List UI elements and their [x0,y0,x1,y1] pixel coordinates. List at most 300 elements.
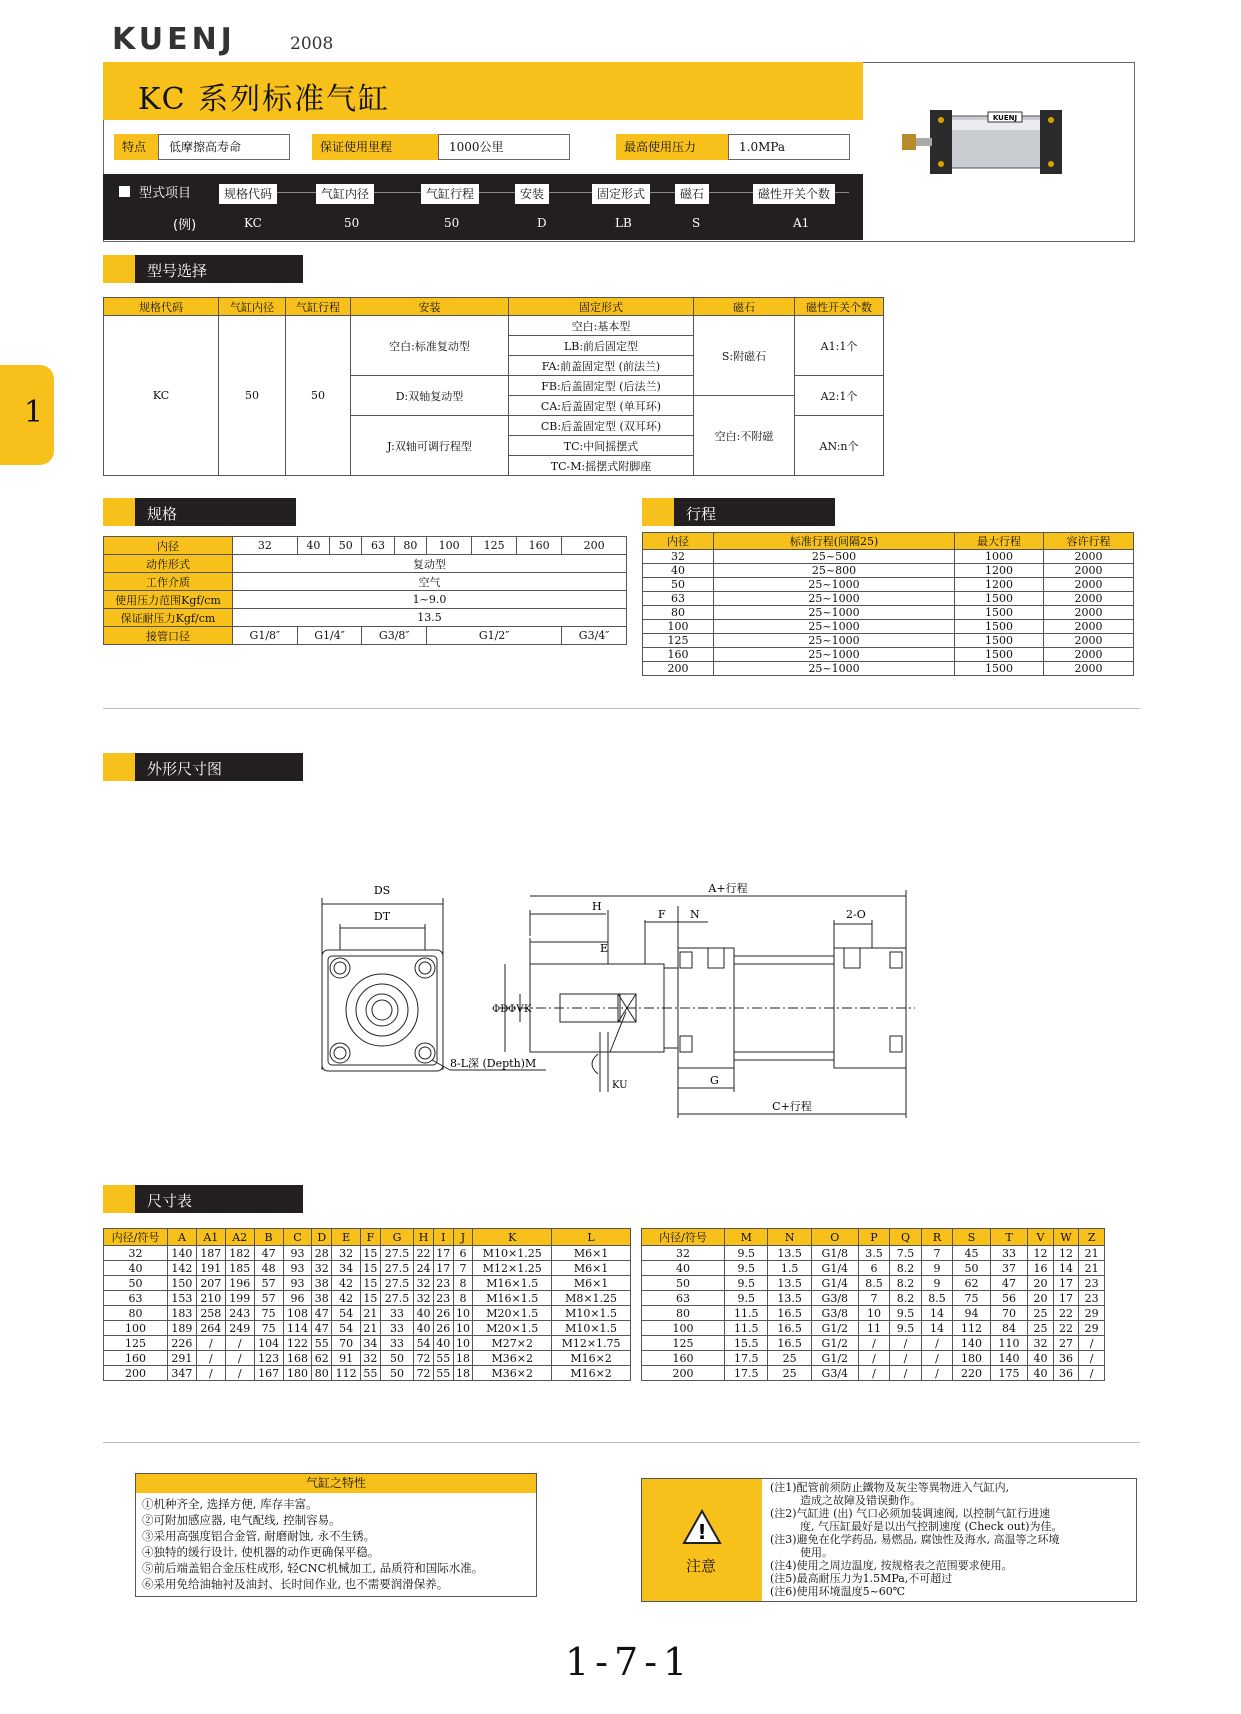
table-cell: 70 [990,1306,1027,1321]
section-header-stroke [642,498,835,526]
code-item-example: KC [244,216,262,230]
dim-label-n: N [690,908,700,921]
table-cell: 160 [104,1351,168,1366]
table-cell: 42 [332,1276,361,1291]
table-cell: 22 [414,1246,434,1261]
table-cell: 47 [990,1276,1027,1291]
table-cell: 93 [283,1261,312,1276]
warning-mark: ! [697,1520,707,1544]
table-cell: 9.5 [725,1291,768,1306]
table-cell: 1200 [955,564,1044,578]
row-label: 使用压力范围Kgf/cm [104,591,233,609]
table-row [642,1366,1105,1381]
table-cell: 199 [225,1291,254,1306]
table-cell: 249 [225,1321,254,1336]
table-cell: / [858,1366,890,1381]
table-cell: M16×2 [552,1351,631,1366]
code-item-example: 50 [344,216,360,230]
table-cell: M16×2 [552,1366,631,1381]
cell-install: D:双轴复动型 [351,376,509,416]
table-cell: 33 [990,1246,1027,1261]
table-cell: 25 [1028,1321,1054,1336]
table-cell: 15 [361,1291,381,1306]
table-cell: 24 [414,1261,434,1276]
page-title: KC 系列标准气缸 [138,82,391,117]
table-cell: 1000 [955,550,1044,564]
table-cell: / [225,1351,254,1366]
note-item: (注1)配管前须防止鐵物及灰尘等異物进入气缸内, [770,1481,1010,1494]
table-cell: 2000 [1044,592,1134,606]
table-row [642,1306,1105,1321]
table-cell: 63 [643,592,714,606]
col-header: E [332,1229,361,1246]
table-cell: G3/8 [811,1291,858,1306]
table-cell: 11 [858,1321,890,1336]
bore-cell: 100 [427,537,472,555]
table-cell: / [196,1336,225,1351]
feature-label: 特点 [114,134,158,160]
table-row [643,634,1134,648]
table-cell: 220 [953,1366,990,1381]
col-header: L [552,1229,631,1246]
table-cell: M36×2 [473,1351,552,1366]
table-cell: 10 [453,1321,473,1336]
dim-label-ku: KU [612,1080,628,1091]
table-cell: 15 [361,1276,381,1291]
table-row [642,1336,1105,1351]
table-row [642,1276,1105,1291]
table-cell: 29 [1079,1306,1105,1321]
table-cell: 17 [433,1261,453,1276]
table-cell: 125 [643,634,714,648]
feature-value: 1.0MPa [728,134,850,160]
table-cell: 40 [642,1261,725,1276]
note-item: 使用。 [800,1546,833,1559]
col-header: K [473,1229,552,1246]
table-cell: 91 [332,1351,361,1366]
table-cell: 25~1000 [714,578,955,592]
row-label: 保证耐压力Kgf/cm [104,609,233,627]
table-cell: M6×1 [552,1261,631,1276]
table-cell: 168 [283,1351,312,1366]
table-cell: 48 [254,1261,283,1276]
table-cell: 25~1000 [714,648,955,662]
table-cell: 20 [1028,1276,1054,1291]
table-cell: 8.5 [921,1291,953,1306]
table-row [104,1246,631,1261]
table-cell: 16.5 [768,1306,811,1321]
table-cell: 93 [283,1246,312,1261]
table-cell: 140 [167,1246,196,1261]
product-label: KUENJ [992,114,1018,122]
note-item: (注5)最高耐压力为1.5MPa,不可超过 [770,1572,953,1585]
brand-logo: KUENJ [112,22,236,57]
table-cell: 142 [167,1261,196,1276]
table-cell: 183 [167,1306,196,1321]
table-cell: 27 [1053,1336,1079,1351]
table-cell: 37 [990,1261,1027,1276]
cell-bore: 50 [219,316,286,476]
table-cell: 18 [453,1366,473,1381]
table-cell: / [890,1366,922,1381]
table-cell: G1/2 [811,1351,858,1366]
table-cell: 100 [642,1321,725,1336]
table-cell: 21 [361,1306,381,1321]
table-cell: 3.5 [858,1246,890,1261]
table-cell: M6×1 [552,1246,631,1261]
row-label: 动作形式 [104,555,233,573]
section-header-dims [103,1185,303,1213]
table-row [104,1276,631,1291]
col-header: D [312,1229,332,1246]
table-cell: 25~1000 [714,634,955,648]
table-cell: 140 [953,1336,990,1351]
row-label: 工作介质 [104,573,233,591]
table-cell: 7 [858,1291,890,1306]
table-cell: 25~1000 [714,662,955,676]
table-cell: 56 [990,1291,1027,1306]
dim-label-dt: DT [373,910,391,923]
table-cell: 180 [283,1366,312,1381]
cell-fixing: TC-M:摇摆式附脚座 [509,456,694,476]
table-cell: 50 [104,1276,168,1291]
section-header-outline [103,753,303,781]
dim-label-phi-v: ΦV [508,1004,524,1015]
dim-label-g: G [710,1074,719,1087]
table-cell: 9.5 [890,1306,922,1321]
table-cell: 187 [196,1246,225,1261]
table-cell: 21 [1079,1261,1105,1276]
table-cell: 62 [953,1276,990,1291]
table-row [643,550,1134,564]
col-header: Z [1079,1229,1105,1246]
table-cell: 6 [858,1261,890,1276]
code-item-label: 磁性开关个数 [753,184,835,204]
table-row [104,1351,631,1366]
table-cell: 54 [332,1306,361,1321]
note-item: (注2)气缸进 (出) 气口必须加装调速阀, 以控制气缸行进速 [770,1507,1051,1520]
table-cell: 54 [332,1321,361,1336]
table-cell: 80 [642,1306,725,1321]
table-cell: 36 [1053,1351,1079,1366]
bore-cell: 40 [297,537,329,555]
dim-label-thread: 8-L深 (Depth)M [450,1057,537,1070]
table-cell: 180 [953,1351,990,1366]
port-cell: G3/4″ [562,627,627,645]
table-cell: 25~1000 [714,592,955,606]
dim-label-a-stroke: A+行程 [708,882,748,895]
code-item-example: 50 [444,216,460,230]
table-cell: 55 [433,1366,453,1381]
table-cell: 150 [167,1276,196,1291]
table-row [642,1246,1105,1261]
table-row [643,592,1134,606]
table-cell: G1/2 [811,1321,858,1336]
table-cell: 1.5 [768,1261,811,1276]
code-item-label: 安装 [515,184,549,204]
table-cell: 114 [283,1321,312,1336]
table-row [104,1366,631,1381]
table-cell: 210 [196,1291,225,1306]
table-cell: 22 [1053,1306,1079,1321]
table-cell: / [196,1351,225,1366]
table-cell: M12×1.25 [473,1261,552,1276]
table-cell: 75 [254,1321,283,1336]
table-row [642,1291,1105,1306]
table-cell: 9.5 [725,1261,768,1276]
col-header: J [453,1229,473,1246]
table-cell: 96 [283,1291,312,1306]
table-cell: 36 [1053,1366,1079,1381]
col-header: 内径 [643,533,714,550]
table-cell: / [1079,1366,1105,1381]
table-cell: 15 [361,1246,381,1261]
table-cell: 40 [104,1261,168,1276]
table-cell: M10×1.5 [552,1306,631,1321]
table-cell: M10×1.5 [552,1321,631,1336]
col-header: C [283,1229,312,1246]
cell-code: KC [104,316,219,476]
table-row [104,1306,631,1321]
characteristic-item: ⑤前后端盖铝合金压柱成形, 轻CNC机械加工, 品质符和国际水准。 [142,1561,484,1575]
dim-label-phi-d: ΦD [492,1004,509,1015]
table-cell: 94 [953,1306,990,1321]
example-label: (例) [173,218,197,233]
table-cell: 80 [312,1366,332,1381]
note-item: (注3)避免在化学药品, 易燃品, 腐蚀性及海水, 高温等之环境 [770,1533,1060,1546]
table-cell: 2000 [1044,550,1134,564]
table-cell: 32 [643,550,714,564]
section-header-spec [103,498,296,526]
table-cell: / [225,1336,254,1351]
table-cell: 25 [1028,1306,1054,1321]
bore-cell: 200 [562,537,627,555]
table-cell: 122 [283,1336,312,1351]
table-cell: 17.5 [725,1351,768,1366]
bore-cell: 125 [472,537,517,555]
table-cell: 16.5 [768,1321,811,1336]
table-cell: 50 [642,1276,725,1291]
table-cell: M20×1.5 [473,1321,552,1336]
cell-fixing: FB:后盖固定型 (后法兰) [509,376,694,396]
checkbox-square [119,186,130,197]
table-cell: 125 [642,1336,725,1351]
table-cell: 26 [433,1306,453,1321]
table-row [642,1321,1105,1336]
code-item-example: D [537,216,547,230]
table-cell: / [1079,1351,1105,1366]
col-header: G [380,1229,413,1246]
table-cell: 47 [312,1306,332,1321]
table-cell: 40 [433,1336,453,1351]
table-cell: 10 [858,1306,890,1321]
table-cell: 84 [990,1321,1027,1336]
table-cell: 29 [1079,1321,1105,1336]
table-cell: 14 [921,1321,953,1336]
outline-drawing [300,870,920,1130]
col-header: 气缸行程 [286,298,351,316]
col-header: A2 [225,1229,254,1246]
divider [103,1442,1140,1443]
row-value: 1~9.0 [233,591,627,609]
row-value: 复动型 [233,555,627,573]
feature-label: 保证使用里程 [312,134,438,160]
table-row [643,648,1134,662]
table-cell: 1500 [955,634,1044,648]
table-cell: 40 [643,564,714,578]
cell-magnet: S:附磁石 [694,316,795,396]
col-header: I [433,1229,453,1246]
table-cell: 40 [414,1306,434,1321]
table-cell: 1500 [955,662,1044,676]
table-cell: 185 [225,1261,254,1276]
col-header: B [254,1229,283,1246]
cell-fixing: CB:后盖固定型 (双耳环) [509,416,694,436]
code-item-example: LB [615,216,632,230]
code-item-example: A1 [793,216,810,230]
table-cell: 2000 [1044,620,1134,634]
cell-fixing: LB:前后固定型 [509,336,694,356]
table-cell: 47 [312,1321,332,1336]
characteristic-item: ⑥采用免给油轴衬及油封、长时间作业, 也不需要润滑保养。 [142,1577,449,1591]
table-cell: 38 [312,1276,332,1291]
port-cell: G1/8″ [233,627,298,645]
table-cell: 13.5 [768,1276,811,1291]
code-item-example: S [692,216,701,230]
table-cell: 110 [990,1336,1027,1351]
feature-value: 1000公里 [438,134,570,160]
table-cell: 207 [196,1276,225,1291]
col-header: O [811,1229,858,1246]
table-cell: 140 [990,1351,1027,1366]
col-header: A1 [196,1229,225,1246]
table-cell: 112 [332,1366,361,1381]
table-cell: 291 [167,1351,196,1366]
code-item-label: 固定形式 [592,184,650,204]
cell-fixing: 空白:基本型 [509,316,694,336]
divider [103,708,1140,709]
table-cell: 75 [953,1291,990,1306]
table-cell: 258 [196,1306,225,1321]
table-cell: 22 [1053,1321,1079,1336]
table-cell: 21 [1079,1246,1105,1261]
table-cell: / [196,1366,225,1381]
table-cell: 40 [1028,1351,1054,1366]
table-cell: M27×2 [473,1336,552,1351]
table-cell: 32 [104,1246,168,1261]
table-cell: / [1079,1336,1105,1351]
dim-label-c-stroke: C+行程 [772,1100,812,1113]
table-cell: 200 [642,1366,725,1381]
table-cell: 15.5 [725,1336,768,1351]
table-cell: 10 [453,1306,473,1321]
table-cell: 25 [768,1351,811,1366]
table-cell: / [921,1336,953,1351]
table-cell: 28 [312,1246,332,1261]
table-cell: 25 [768,1366,811,1381]
col-header: A [167,1229,196,1246]
table-cell: 7 [921,1246,953,1261]
section-title: 行程 [686,505,717,523]
table-cell: 14 [921,1306,953,1321]
table-cell: 123 [254,1351,283,1366]
table-cell: M20×1.5 [473,1306,552,1321]
table-cell: M16×1.5 [473,1276,552,1291]
table-cell: 9.5 [725,1246,768,1261]
col-header: 容许行程 [1044,533,1134,550]
table-cell: 93 [283,1276,312,1291]
col-header: F [361,1229,381,1246]
table-cell: 23 [1079,1276,1105,1291]
table-cell: 17 [433,1246,453,1261]
table-cell: 200 [104,1366,168,1381]
table-cell: 40 [414,1321,434,1336]
table-cell: 32 [1028,1336,1054,1351]
table-row [104,1261,631,1276]
cell-install: J:双轴可调行程型 [351,416,509,476]
table-cell: G1/8 [811,1246,858,1261]
table-cell: 108 [283,1306,312,1321]
side-tab-number: 1 [24,395,44,430]
table-cell: 2000 [1044,648,1134,662]
col-header: 安装 [351,298,509,316]
port-cell: G1/2″ [427,627,562,645]
table-cell: 226 [167,1336,196,1351]
dimension-table-2 [641,1228,1105,1381]
table-cell: 1500 [955,620,1044,634]
table-cell: 55 [433,1351,453,1366]
row-value: 13.5 [233,609,627,627]
table-row [104,1291,631,1306]
dim-label-h: H [592,900,602,913]
col-header: 磁石 [694,298,795,316]
table-cell: 40 [1028,1366,1054,1381]
table-cell: M36×2 [473,1366,552,1381]
table-cell: 55 [361,1366,381,1381]
table-cell: 11.5 [725,1306,768,1321]
table-cell: G1/4 [811,1276,858,1291]
table-cell: 25~800 [714,564,955,578]
table-cell: 34 [361,1336,381,1351]
table-cell: 264 [196,1321,225,1336]
table-cell: 14 [1053,1261,1079,1276]
table-cell: 6 [453,1246,473,1261]
page-number: 1-7-1 [565,1640,694,1684]
table-cell: 38 [312,1291,332,1306]
table-cell: 2000 [1044,606,1134,620]
table-cell: 1500 [955,606,1044,620]
col-header: T [990,1229,1027,1246]
code-item-label: 气缸行程 [421,184,479,204]
table-cell: 25~1000 [714,606,955,620]
table-cell: 32 [642,1246,725,1261]
col-header: 规格代码 [104,298,219,316]
bore-cell: 80 [394,537,426,555]
code-item-label: 磁石 [675,184,709,204]
characteristics-title: 气缸之特性 [136,1474,536,1493]
table-cell: 2000 [1044,662,1134,676]
table-cell: 7 [453,1261,473,1276]
table-cell: 23 [433,1291,453,1306]
table-cell: 32 [414,1291,434,1306]
col-header: 最大行程 [955,533,1044,550]
dim-label-2o: 2-O [846,908,866,921]
note-item: 造成之故障及错误動作。 [800,1494,921,1507]
cell-install: 空白:标准复动型 [351,316,509,376]
col-header: W [1053,1229,1079,1246]
table-cell: 27.5 [380,1291,413,1306]
characteristic-item: ④独特的缓行设计, 使机器的动作更确保平稳。 [142,1545,380,1559]
